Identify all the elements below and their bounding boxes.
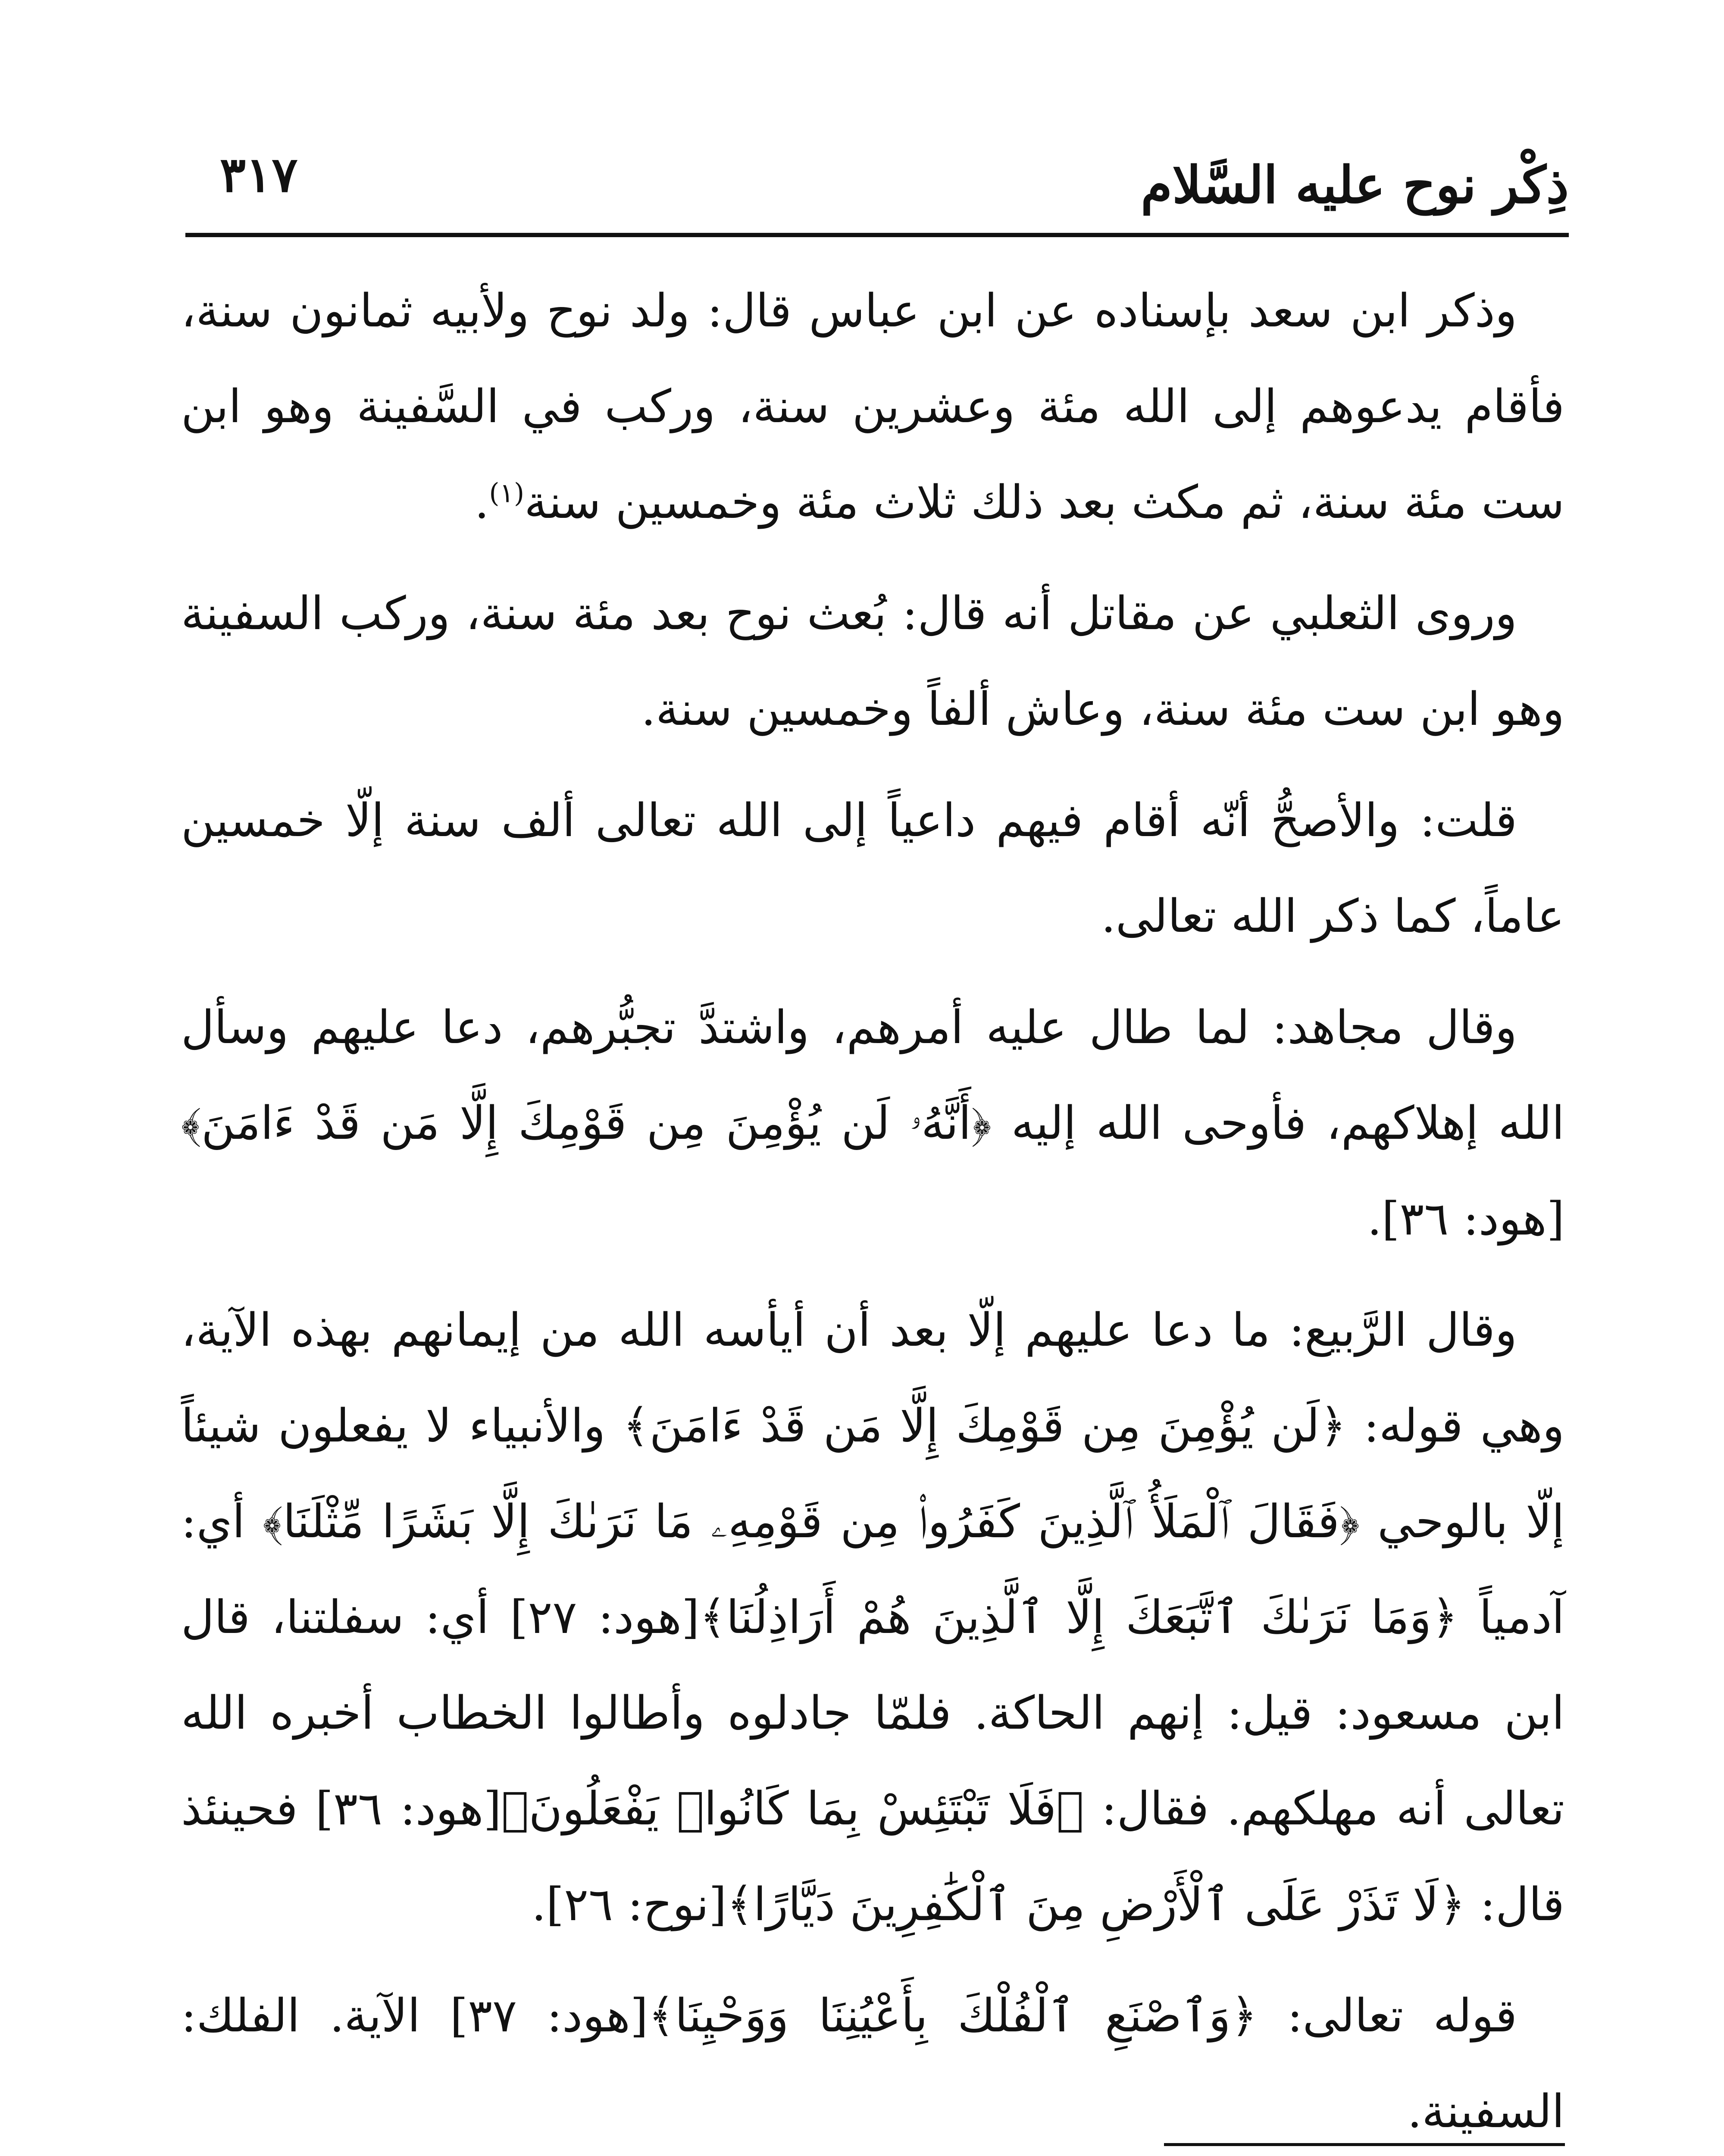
paragraph-text: قلت: والأصحُّ أنّه أقام فيهم داعياً إلى الله تعالى ألف سنة إلّا خمسين عاماً، كما ذكر الله تعالى.: [181, 794, 1564, 943]
paragraph-text: وقال مجاهد: لما طال عليه أمرهم، واشتدَّ تجبُّرهم، دعا عليهم وسأل الله إهلاكهم، فأوحى الله إليه: [181, 1001, 1564, 1150]
footnote-rule: [1164, 2143, 1565, 2146]
running-title: ذِكْر نوح عليه السَّلام: [1141, 155, 1569, 215]
paragraph-mujahid: [181, 980, 1564, 1267]
page-header: [185, 142, 1569, 233]
page-number: ٣١٧: [220, 147, 298, 203]
paragraph-text: [هود: ٣٦] فحينئذ قال:: [181, 1782, 1564, 1931]
paragraph-rabi: [181, 1282, 1564, 1952]
quran-quote: ﴿فَقَالَ ٱلْمَلَأُ ٱلَّذِينَ كَفَرُوا۟ مِن قَوْمِهِۦ مَا نَرَىٰكَ إِلَّا بَشَرًا مِّثْلَنَا﴾: [263, 1495, 1360, 1548]
header-rule: [185, 233, 1569, 237]
main-text: [181, 263, 1564, 2156]
paragraph-text: [هود: ٣٧] الآية. الفلك: السفينة.: [181, 1989, 1564, 2138]
quran-quote: ﴿لَا تَذَرْ عَلَى ٱلْأَرْضِ مِنَ ٱلْكَٰفِرِينَ دَيَّارًا﴾: [726, 1878, 1466, 1931]
paragraph-text: وروى الثعلبي عن مقاتل أنه قال: بُعث نوح بعد مئة سنة، وركب السفينة وهو ابن ست مئة سنة، وعاش ألفاً وخمسين سنة.: [181, 587, 1564, 736]
quran-quote: ﴿فَلَا تَبْتَئِسْ بِمَا كَانُوا۟ يَفْعَلُونَ﴾: [501, 1782, 1084, 1835]
paragraph-thalabi: [181, 566, 1564, 757]
paragraph-text: وذكر ابن سعد بإسناده عن ابن عباس قال: ولد نوح ولأبيه ثمانون سنة، فأقام يدعوهم إلى الله مئة وعشرين سنة، وركب في السَّفينة وهو ابن ست مئة سنة، ثم مكث بعد ذلك ثلاث مئة وخمسين سنة: [181, 284, 1564, 529]
paragraph-text: [هود: ٣٦].: [1367, 1192, 1564, 1245]
quran-quote: ﴿وَمَا نَرَىٰكَ ٱتَّبَعَكَ إِلَّا ٱلَّذِينَ هُمْ أَرَاذِلُنَا﴾: [699, 1591, 1458, 1644]
paragraph-qultu: [181, 773, 1564, 964]
paragraph-text: وقال الرَّبيع: ما دعا عليهم إلّا بعد أن أيأسه الله من إيمانهم بهذه الآية، وهي قوله:: [181, 1304, 1564, 1452]
paragraph-wasnaa: [181, 1968, 1564, 2156]
quran-quote: ﴿أَنَّهُۥ لَن يُؤْمِنَ مِن قَوْمِكَ إِلَّا مَن قَدْ ءَامَنَ﴾: [181, 1097, 992, 1150]
paragraph-text: أي: آدمياً: [181, 1495, 1565, 1644]
paragraph-text: .: [474, 476, 489, 529]
paragraph-ibn-saad: [181, 263, 1564, 550]
footnote-marker-1: (١): [489, 477, 525, 509]
paragraph-text: قوله تعالى:: [1257, 1989, 1517, 2042]
quran-quote: ﴿لَن يُؤْمِنَ مِن قَوْمِكَ إِلَّا مَن قَدْ ءَامَنَ﴾: [623, 1399, 1347, 1452]
paragraph-text: [هود: ٢٧] أي: سفلتنا، قال ابن مسعود: قيل: إنهم الحاكة. فلمّا جادلوه وأطالوا الخطاب أخبره الله تعالى أنه مهلكهم. فقال:: [181, 1591, 1565, 1835]
quran-quote: ﴿وَٱصْنَعِ ٱلْفُلْكَ بِأَعْيُنِنَا وَوَحْيِنَا﴾: [648, 1989, 1258, 2042]
paragraph-text: [نوح: ٢٦].: [532, 1878, 727, 1931]
paragraph-text: والأنبياء لا يفعلون شيئاً إلّا بالوحي: [181, 1399, 1565, 1548]
